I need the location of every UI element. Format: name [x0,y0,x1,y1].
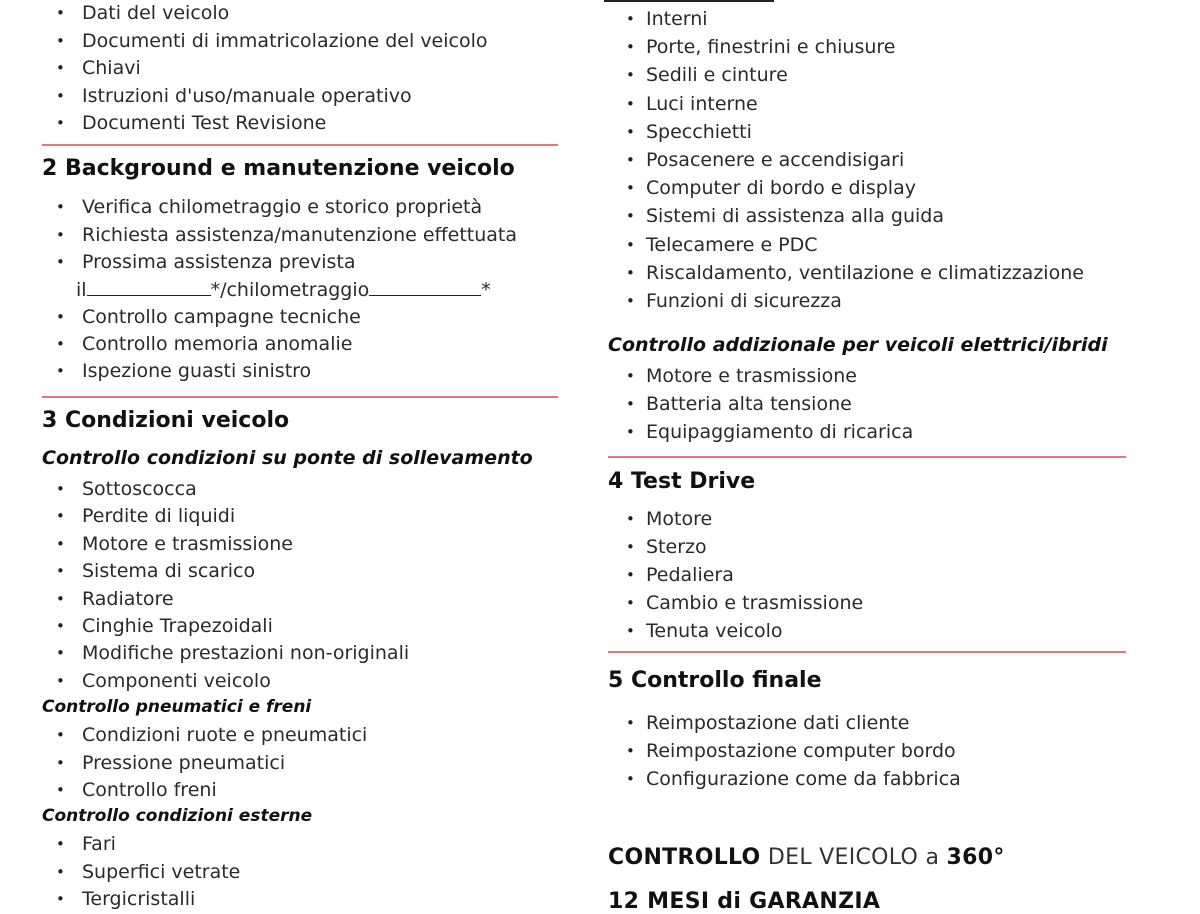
bullet: • [56,59,65,77]
bullet: • [56,4,65,22]
bullet: • [56,198,65,216]
list-item: Reimpostazione dati cliente [646,712,910,734]
fill-line-prefix: il [76,279,87,301]
bullet: • [626,292,635,310]
list-item: Specchietti [646,120,752,143]
fill-line-suffix: * [481,279,491,301]
section-4-heading: 4 Test Drive [608,469,756,494]
footer-word-veicolo: DEL VEICOLO a [767,845,940,870]
section-divider [608,651,1126,653]
bullet: • [626,235,635,254]
list-item: Documenti Test Revisione [82,112,327,134]
bullet: • [626,714,635,732]
bullet: • [56,589,65,608]
fill-line [76,279,491,301]
bullet: • [56,507,65,526]
list-item: Motore [646,508,713,530]
list-item: Cambio e trasmissione [646,592,864,614]
list-item: Componenti veicolo [82,669,271,692]
list-item: Sedili e cinture [646,64,788,87]
list-item: Sterzo [646,536,707,558]
footer-warranty: 12 MESI di GARANZIA [608,889,881,914]
bullet: • [626,38,635,57]
list-item: Controllo memoria anomalie [82,333,353,356]
list-item: Funzioni di sicurezza [646,290,842,312]
list-item: Computer di bordo e display [646,177,916,200]
list-item: Controllo freni [82,779,217,801]
list-item: Telecamere e PDC [646,233,818,256]
section-divider [42,144,558,146]
list-item: Sistemi di assistenza alla guida [646,205,945,228]
list-item: Documenti di immatricolazione del veicolo [82,29,488,52]
list-item: Posacenere e accendisigari [646,149,905,171]
bullet: • [626,179,635,198]
bullet: • [626,423,635,441]
list-item: Batteria alta tensione [646,393,852,415]
bullet: • [626,538,635,556]
section-3-heading: 3 Condizioni veicolo [42,408,290,433]
bullet: • [56,617,65,635]
km-blank[interactable] [369,279,481,296]
list-item: Fari [82,833,116,855]
cropped-heading-fragment [604,0,774,2]
bullet: • [626,207,635,226]
bullet: • [56,534,65,553]
list-item: Istruzioni d'uso/manuale operativo [82,84,412,107]
bullet: • [56,671,65,690]
list-item: Perdite di liquidi [82,505,236,528]
bullet: • [56,862,65,881]
bullet: • [56,225,65,244]
list-item: Superfici vetrate [82,860,241,883]
list-item: Verifica chilometraggio e storico proprietà [82,196,483,218]
bullet: • [626,367,635,385]
list-item: Modifiche prestazioni non-originali [82,642,410,665]
list-item: Configurazione come da fabbrica [646,768,961,790]
bullet: • [626,66,635,85]
lift-check-subheading: Controllo condizioni su ponte di sollevamento [42,447,533,469]
bullet: • [56,835,65,853]
list-item: Reimpostazione computer bordo [646,740,956,762]
list-item: Equipaggiamento di ricarica [646,421,914,443]
bullet: • [56,480,65,498]
bullet: • [56,362,65,381]
list-item: Richiesta assistenza/manutenzione effettuata [82,223,517,246]
fill-line-middle: */chilometraggio [210,279,370,301]
bullet: • [56,890,65,908]
bullet: • [56,562,65,581]
bullet: • [56,253,65,271]
bullet: • [56,114,65,132]
bullet: • [626,395,635,413]
list-item: Pedaliera [646,564,734,586]
list-item: Cinghie Trapezoidali [82,615,273,637]
footer-tagline [608,845,1005,870]
list-item: Motore e trasmissione [646,365,857,387]
bullet: • [56,753,65,772]
bullet: • [626,94,635,113]
list-item: Tenuta veicolo [646,620,783,642]
bullet: • [626,510,635,528]
list-item: Prossima assistenza prevista [82,251,356,273]
section-divider [42,396,558,398]
list-item: Dati del veicolo [82,2,230,24]
list-item: Condizioni ruote e pneumatici [82,724,368,746]
bullet: • [56,308,65,326]
list-item: Controllo campagne tecniche [82,306,361,328]
bullet: • [56,644,65,663]
bullet: • [626,10,635,28]
bullet: • [626,594,635,612]
bullet: • [56,86,65,105]
list-item: Luci interne [646,92,758,115]
bullet: • [626,122,635,141]
list-item: Radiatore [82,587,174,610]
bullet: • [626,742,635,760]
bullet: • [626,622,635,640]
list-item: Sottoscocca [82,478,197,500]
date-blank[interactable] [87,279,211,296]
exterior-subheading: Controllo condizioni esterne [42,806,313,826]
bullet: • [56,31,65,50]
footer-word-360: 360° [946,845,1005,870]
list-item: Sistema di scarico [82,560,256,583]
bullet: • [56,726,65,744]
bullet: • [626,151,635,169]
bullet: • [626,566,635,584]
bullet: • [56,781,65,799]
list-item: Ispezione guasti sinistro [82,360,312,383]
list-item: Motore e trasmissione [82,532,293,555]
bullet: • [626,770,635,788]
bullet: • [56,335,65,354]
list-item: Tergicristalli [82,888,196,910]
list-item: Pressione pneumatici [82,751,286,774]
ev-hybrid-subheading: Controllo addizionale per veicoli elettrici/ibridi [608,334,1108,356]
list-item: Chiavi [82,57,141,79]
section-5-heading: 5 Controllo finale [608,668,822,693]
section-2-heading: 2 Background e manutenzione veicolo [42,156,515,181]
section-divider [608,456,1126,458]
list-item: Interni [646,8,708,30]
list-item: Riscaldamento, ventilazione e climatizzazione [646,261,1084,284]
bullet: • [626,263,635,282]
list-item: Porte, finestrini e chiusure [646,36,896,59]
footer-word-controllo: CONTROLLO [608,845,761,870]
tyres-brakes-subheading: Controllo pneumatici e freni [42,697,312,717]
